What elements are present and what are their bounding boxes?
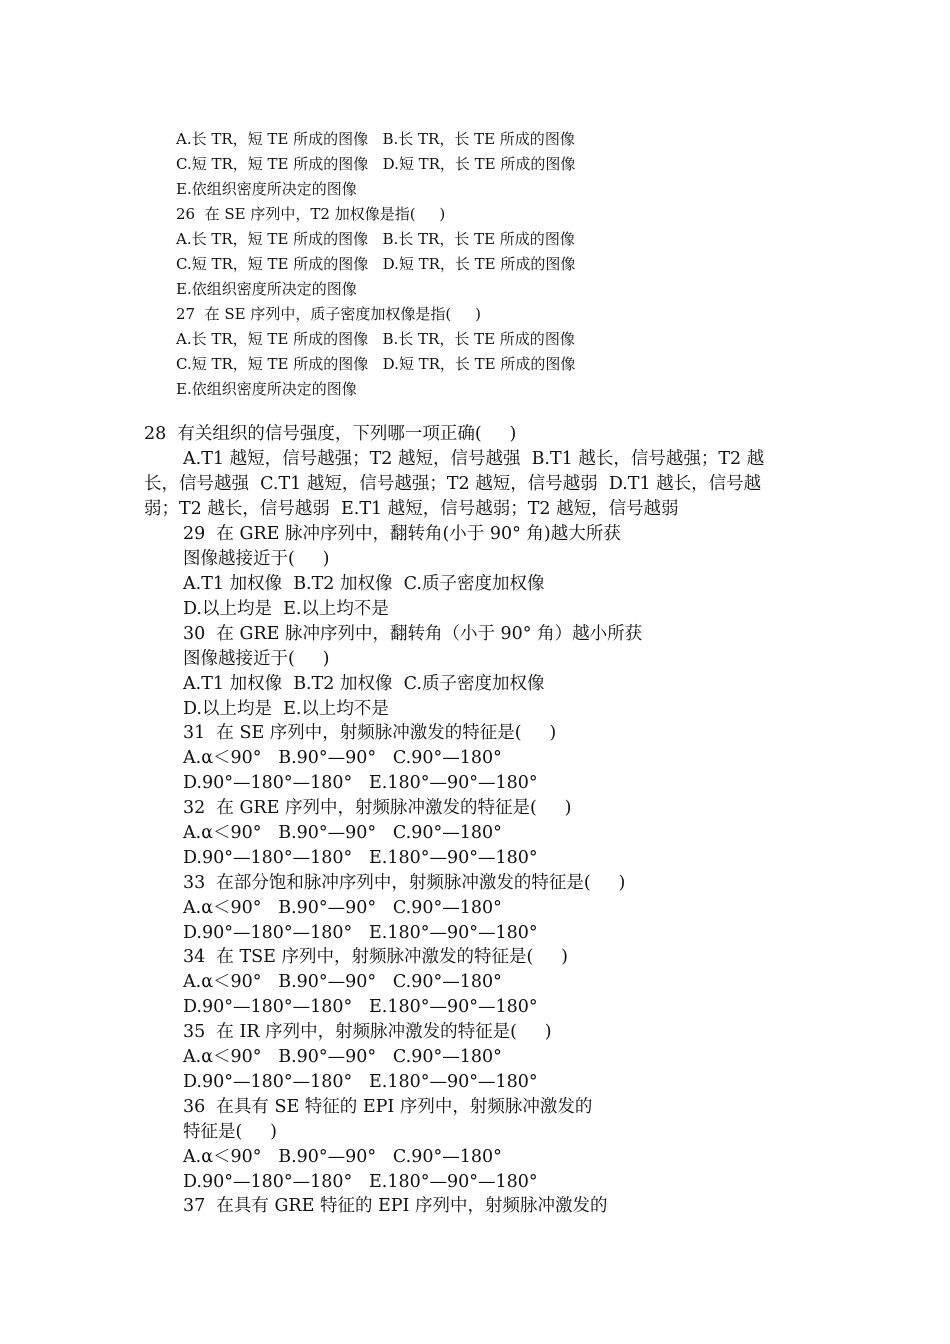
q33-options-abc: A.α＜90° B.90°—90° C.90°—180° <box>183 898 502 918</box>
q30-stem-cont: 图像越接近于( ) <box>183 649 330 669</box>
q36-stem: 36 在具有 SE 特征的 EPI 序列中，射频脉冲激发的 <box>183 1097 593 1117</box>
q32-options-abc: A.α＜90° B.90°—90° C.90°—180° <box>183 823 502 843</box>
q28-options-line1: A.T1 越短，信号越强；T2 越短，信号越强 B.T1 越长，信号越强；T2 越 <box>183 449 765 469</box>
q29-stem: 29 在 GRE 脉冲序列中，翻转角(小于 90° 角)越大所获 <box>183 524 621 544</box>
q35-options-de: D.90°—180°—180° E.180°—90°—180° <box>183 1072 538 1092</box>
q36-options-abc: A.α＜90° B.90°—90° C.90°—180° <box>183 1147 502 1167</box>
q36-stem-cont: 特征是( ) <box>183 1122 277 1142</box>
q27-options-cd: C.短 TR，短 TE 所成的图像 D.短 TR，长 TE 所成的图像 <box>176 355 576 373</box>
q32-options-de: D.90°—180°—180° E.180°—90°—180° <box>183 848 538 868</box>
q33-stem: 33 在部分饱和脉冲序列中，射频脉冲激发的特征是( ) <box>183 873 626 893</box>
q26-options-cd: C.短 TR，短 TE 所成的图像 D.短 TR，长 TE 所成的图像 <box>176 255 576 273</box>
q36-options-de: D.90°—180°—180° E.180°—90°—180° <box>183 1172 538 1192</box>
q30-stem: 30 在 GRE 脉冲序列中，翻转角（小于 90° 角）越小所获 <box>183 624 643 644</box>
q27-options-ab: A.长 TR，短 TE 所成的图像 B.长 TR，长 TE 所成的图像 <box>176 330 575 348</box>
q34-options-abc: A.α＜90° B.90°—90° C.90°—180° <box>183 972 502 992</box>
q30-options-de: D.以上均是 E.以上均不是 <box>183 699 389 719</box>
q28-stem: 28 有关组织的信号强度，下列哪一项正确( ) <box>144 424 517 444</box>
q29-stem-cont: 图像越接近于( ) <box>183 549 330 569</box>
q35-stem: 35 在 IR 序列中，射频脉冲激发的特征是( ) <box>183 1022 552 1042</box>
q25-options-cd: C.短 TR，短 TE 所成的图像 D.短 TR，长 TE 所成的图像 <box>176 155 576 173</box>
q37-stem: 37 在具有 GRE 特征的 EPI 序列中，射频脉冲激发的 <box>183 1196 608 1216</box>
q30-options-abc: A.T1 加权像 B.T2 加权像 C.质子密度加权像 <box>183 674 545 694</box>
q31-stem: 31 在 SE 序列中，射频脉冲激发的特征是( ) <box>183 723 557 743</box>
q29-options-de: D.以上均是 E.以上均不是 <box>183 599 389 619</box>
q34-stem: 34 在 TSE 序列中，射频脉冲激发的特征是( ) <box>183 947 568 967</box>
q26-option-e: E.依组织密度所决定的图像 <box>176 280 357 298</box>
q25-option-e: E.依组织密度所决定的图像 <box>176 180 357 198</box>
q29-options-abc: A.T1 加权像 B.T2 加权像 C.质子密度加权像 <box>183 574 545 594</box>
q27-option-e: E.依组织密度所决定的图像 <box>176 380 357 398</box>
q25-options-ab: A.长 TR，短 TE 所成的图像 B.长 TR，长 TE 所成的图像 <box>176 130 575 148</box>
q35-options-abc: A.α＜90° B.90°—90° C.90°—180° <box>183 1047 502 1067</box>
q26-stem: 26 在 SE 序列中，T2 加权像是指( ) <box>176 205 446 223</box>
q26-options-ab: A.长 TR，短 TE 所成的图像 B.长 TR，长 TE 所成的图像 <box>176 230 575 248</box>
q34-options-de: D.90°—180°—180° E.180°—90°—180° <box>183 997 538 1017</box>
q31-options-abc: A.α＜90° B.90°—90° C.90°—180° <box>183 748 502 768</box>
q33-options-de: D.90°—180°—180° E.180°—90°—180° <box>183 923 538 943</box>
q27-stem: 27 在 SE 序列中，质子密度加权像是指( ) <box>176 305 481 323</box>
q31-options-de: D.90°—180°—180° E.180°—90°—180° <box>183 773 538 793</box>
q32-stem: 32 在 GRE 序列中，射频脉冲激发的特征是( ) <box>183 798 572 818</box>
q28-options-line2: 长，信号越强 C.T1 越短，信号越强；T2 越短，信号越弱 D.T1 越长，信号越 <box>144 474 762 494</box>
q28-options-line3: 弱；T2 越长，信号越弱 E.T1 越短，信号越弱；T2 越短，信号越弱 <box>144 499 679 519</box>
